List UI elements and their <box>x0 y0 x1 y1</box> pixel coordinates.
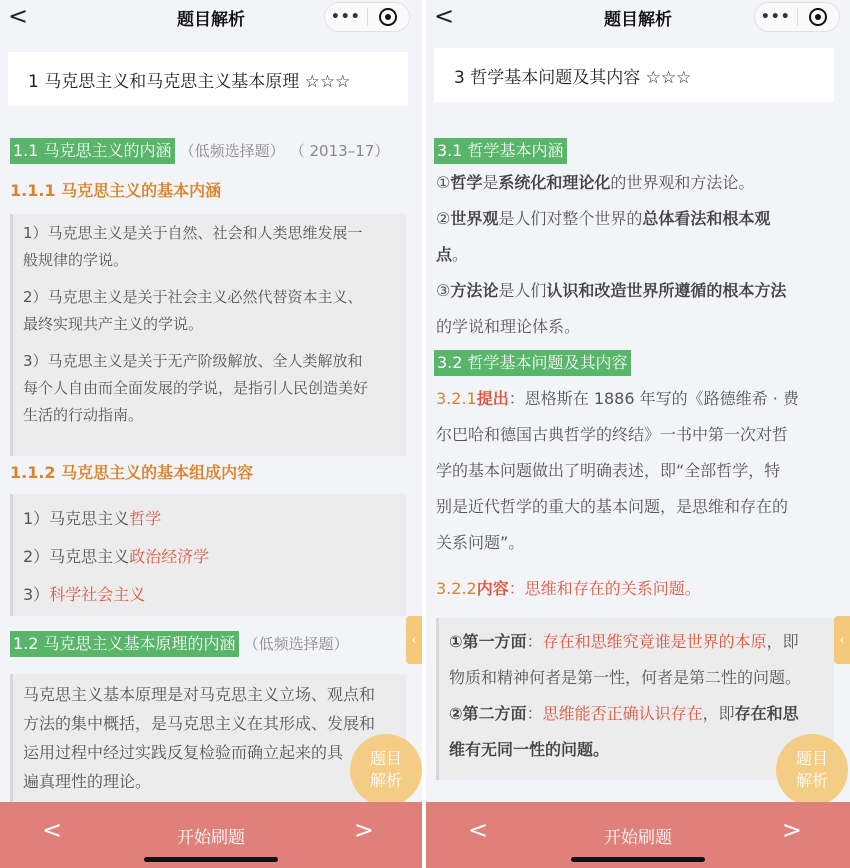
chapter-title: 1 马克思主义和马克思主义基本原理 ☆☆☆ <box>28 71 351 92</box>
start-practice-button[interactable]: 开始刷题 <box>177 827 245 848</box>
prev-arrow-icon[interactable]: < <box>468 816 489 844</box>
section-3-2-header <box>434 350 631 376</box>
chapter-title-card <box>434 48 834 102</box>
mini-program-capsule <box>324 2 410 32</box>
back-icon[interactable]: < <box>8 2 29 30</box>
quote-block-3: 马克思主义基本原理是对马克思主义立场、观点和 方法的集中概括，是马克思主义在其形成、发展和 运用过程中经过实践反复检验而确立起来的具 遍真理性的理论。 <box>10 674 406 804</box>
list-item: ②第二方面：思维能否正确认识存在，即存在和思 <box>449 704 799 723</box>
next-arrow-icon[interactable]: > <box>781 816 802 844</box>
more-icon[interactable]: ••• <box>330 9 361 25</box>
home-indicator <box>144 857 278 862</box>
list-item: ①第一方面：存在和思维究竟谁是世界的本原，即 <box>449 632 799 651</box>
quote-block-2 <box>10 494 406 616</box>
analysis-fab-button[interactable]: 题目 解析 <box>776 734 848 806</box>
quote-block-aspects: ①第一方面：存在和思维究竟谁是世界的本原，即 物质和精神何者是第一性，何者是第二性的问题。 ②第二方面：思维能否正确认识存在，即存在和思 维有无同一性的问题。 <box>436 618 834 780</box>
list-item: 1）马克思主义是关于自然、社会和人类思维发展一 般规律的学说。 <box>23 224 363 269</box>
paragraph-philosophy: ①哲学是系统化和理论化的世界观和方法论。 <box>436 173 755 192</box>
start-practice-button[interactable]: 开始刷题 <box>604 827 672 848</box>
list-item: 3）科学社会主义 <box>23 585 146 604</box>
close-target-icon[interactable] <box>797 8 839 26</box>
left-screen <box>0 0 422 868</box>
bottom-bar <box>426 802 850 868</box>
subsection-1-1-2: 1.1.2 马克思主义的基本组成内容 <box>10 463 254 482</box>
side-tab[interactable]: ‹ <box>834 616 850 664</box>
right-screen <box>426 0 850 868</box>
close-target-icon[interactable] <box>367 8 409 26</box>
paragraph-methodology: ③方法论是人们认识和改造世界所遵循的根本方法 <box>436 281 787 300</box>
chapter-title-card <box>8 52 408 106</box>
section-note: （低频选择题） <box>179 142 285 160</box>
section-label: 1.1 马克思主义的内涵 <box>10 138 175 164</box>
section-years: （ 2013–17） <box>289 142 390 160</box>
home-indicator <box>571 857 705 862</box>
paragraph-content: 3.2.2内容：思维和存在的关系问题。 <box>436 579 701 598</box>
bottom-bar <box>0 802 422 868</box>
paragraph-proposal: 3.2.1提出：恩格斯在 1886 年写的《路德维希 · 费 <box>436 389 799 408</box>
paragraph-line: 别是近代哲学的重大的基本问题，是思维和存在的 <box>436 497 789 516</box>
section-label: 3.2 哲学基本问题及其内容 <box>434 350 631 376</box>
prev-arrow-icon[interactable]: < <box>42 816 63 844</box>
next-arrow-icon[interactable]: > <box>353 816 374 844</box>
section-3-1-header <box>434 138 567 164</box>
list-item: 3）马克思主义是关于无产阶级解放、全人类解放和 每个人自由而全面发展的学说，是指引人民创造美好 生活的行动指南。 <box>23 352 369 424</box>
paragraph-methodology-cont: 的学说和理论体系。 <box>436 317 581 336</box>
back-icon[interactable]: < <box>434 2 455 30</box>
subsection-1-1-1: 1.1.1 马克思主义的基本内涵 <box>10 181 222 200</box>
mini-program-capsule <box>754 2 840 32</box>
side-tab[interactable]: ‹ <box>406 616 422 664</box>
analysis-fab-button[interactable]: 题目 解析 <box>350 734 422 806</box>
page-title: 题目解析 <box>177 9 245 30</box>
section-label: 1.2 马克思主义基本原理的内涵 <box>10 631 239 657</box>
page-title: 题目解析 <box>604 9 672 30</box>
section-note: （低频选择题） <box>243 635 349 653</box>
section-label: 3.1 哲学基本内涵 <box>434 138 567 164</box>
paragraph-line: 学的基本问题做出了明确表述，即“全部哲学，特 <box>436 461 781 480</box>
section-1-2-header <box>10 631 349 657</box>
section-1-1-header <box>10 138 389 164</box>
paragraph-worldview-cont: 点。 <box>436 245 469 264</box>
chapter-title: 3 哲学基本问题及其内容 ☆☆☆ <box>454 67 692 88</box>
quote-block-1 <box>10 214 406 456</box>
list-item: 1）马克思主义哲学 <box>23 509 162 528</box>
list-item: 2）马克思主义政治经济学 <box>23 547 210 566</box>
paragraph-line: 关系问题”。 <box>436 533 525 552</box>
nav-bar <box>426 0 850 34</box>
nav-bar <box>0 0 422 34</box>
more-icon[interactable]: ••• <box>760 9 791 25</box>
list-item: 2）马克思主义是关于社会主义必然代替资本主义、 最终实现共产主义的学说。 <box>23 288 363 333</box>
paragraph-line: 尔巴哈和德国古典哲学的终结》一书中第一次对哲 <box>436 425 789 444</box>
paragraph-worldview: ②世界观是人们对整个世界的总体看法和根本观 <box>436 209 771 228</box>
